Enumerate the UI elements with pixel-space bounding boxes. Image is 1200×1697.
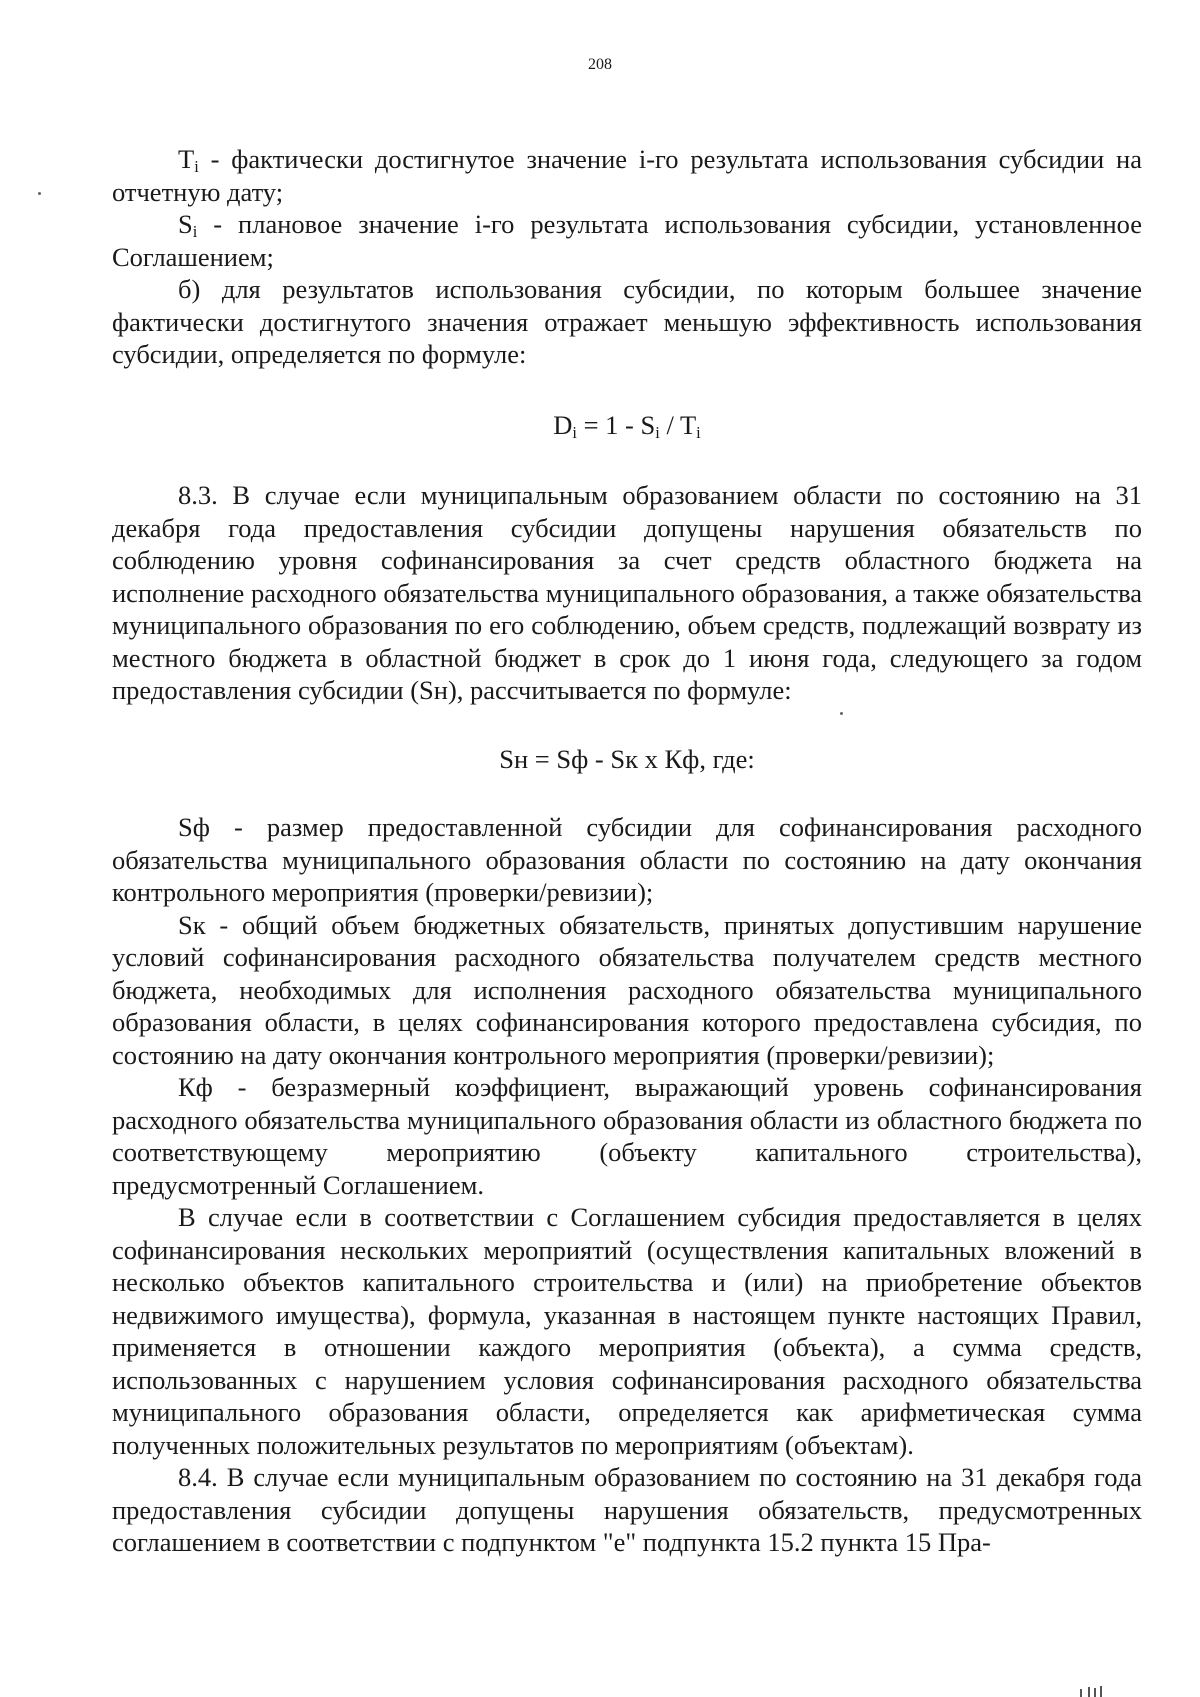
si-definition-text: - плановое значение i-го результата использования субсидии, установленное Соглашением; — [112, 209, 1142, 272]
paragraph-b: б) для результатов использования субсидии, по которым большее значение фактически достигнутого значения отражает меньшую эффективность использования субсидии, определяется по формуле: — [112, 274, 1142, 369]
formula-di-d-sub: i — [572, 422, 577, 442]
formula-sn: Sн = Sф - Sк х Кф, где: — [499, 743, 755, 774]
definition-kf: Кф - безразмерный коэффициент, выражающий уровень софинансирования расходного обязательства муниципального образования области из областного бюджета по соответствующему мероприятию (объекту капитального строительства), предусмотренный Соглашением. — [112, 1072, 1142, 1200]
formula-di-s-sub: i — [655, 422, 660, 442]
paragraph-8-4: 8.4. В случае если муниципальным образованием по состоянию на 31 декабря года предоставления субсидии допущены нарушения обязательств, предусмотренных соглашением в соответствии с подпунктом "е" подпункта 15.2 пункта 15 Пра- — [112, 1462, 1142, 1557]
definition-ti — [112, 143, 1142, 208]
definition-sk: Sк - общий объем бюджетных обязательств, принятых допустившим нарушение условий софинансирования расходного обязательства получателем средств местного бюджета, необходимых для исполнения расходного обязательства муниципального образования области, в целях софинансирования которого предоставлена субсидия, по состоянию на дату окончания контрольного мероприятия (проверки/ревизии); — [112, 909, 1142, 1070]
scan-edge-mark — [1080, 1685, 1120, 1697]
scan-speck — [38, 192, 41, 195]
formula-di-t-sub: i — [696, 422, 701, 442]
formula-di — [112, 409, 1142, 442]
page-number: 208 — [588, 56, 612, 73]
ti-subscript: i — [194, 157, 199, 177]
formula-di-d: D — [553, 409, 573, 440]
ti-symbol: T — [178, 144, 195, 174]
definition-sf: Sф - размер предоставленной субсидии для софинансирования расходного обязательства муниципального образования области по состоянию на дату окончания контрольного мероприятия (проверки/ревизии); — [112, 812, 1142, 907]
si-subscript: i — [192, 222, 198, 242]
si-symbol: S — [178, 209, 193, 239]
definition-si — [112, 208, 1142, 273]
paragraph-multiple-events: В случае если в соответствии с Соглашением субсидия предоставляется в целях софинансирования нескольких мероприятий (осуществления капитальных вложений в несколько объектов капитального строительства и (или) на приобретение объектов недвижимого имущества), формула, указанная в настоящем пункте настоящих Правил, применяется в отношении каждого мероприятия (объекта), а сумма средств, использованных с нарушением условия софинансирования расходного обязательства муниципального образования области, определяется как арифметическая сумма полученных положительных результатов по мероприятиям (объектам). — [112, 1202, 1142, 1460]
formula-di-slash: / T — [659, 409, 697, 440]
scan-speck — [840, 712, 843, 715]
ti-definition-text: - фактически достигнутое значение i-го результата использования субсидии на отчетную дату; — [112, 144, 1142, 207]
paragraph-8-3: 8.3. В случае если муниципальным образованием области по состоянию на 31 декабря года предоставления субсидии допущены нарушения обязательств по соблюдению уровня софинансирования за счет средств областного бюджета на исполнение расходного обязательства муниципального образования, а также обязательства муниципального образования по его соблюдению, объем средств, подлежащий возврату из местного бюджета в областной бюджет в срок до 1 июня года, следующего за годом предоставления субсидии (Sн), рассчитывается по формуле: — [112, 480, 1142, 705]
document-body — [112, 143, 1142, 1559]
formula-di-mid: = 1 - S — [576, 409, 656, 440]
